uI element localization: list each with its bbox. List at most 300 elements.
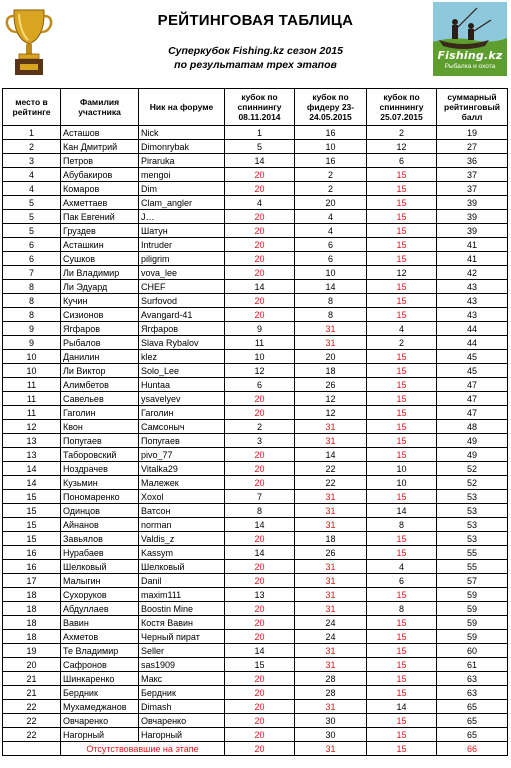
- table-row: [3, 588, 508, 602]
- fishing-kz-logo: [433, 2, 507, 76]
- place-cell: 18: [3, 616, 61, 630]
- nickname-cell: Nick: [139, 126, 225, 140]
- place-cell: 15: [3, 518, 61, 532]
- surname-cell: Данилин: [61, 350, 139, 364]
- spinning-2015-cell: 15: [367, 392, 437, 406]
- nickname-cell: Овчаренко: [139, 714, 225, 728]
- feeder-2015-cell: 31: [295, 700, 367, 714]
- spinning-2015-cell: 15: [367, 168, 437, 182]
- total-cell: 47: [437, 406, 508, 420]
- nickname-cell: pivo_77: [139, 448, 225, 462]
- table-row: [3, 672, 508, 686]
- surname-cell: Нагорный: [61, 728, 139, 742]
- spinning-2015-cell: 15: [367, 490, 437, 504]
- spinning-2015-cell: 15: [367, 364, 437, 378]
- feeder-2015-cell: 30: [295, 728, 367, 742]
- spinning-2015-cell: 15: [367, 588, 437, 602]
- nickname-cell: vova_lee: [139, 266, 225, 280]
- total-cell: 41: [437, 238, 508, 252]
- spinning-2015-cell: 15: [367, 294, 437, 308]
- spinning-2015-cell: 12: [367, 140, 437, 154]
- spinning-2015-cell: 6: [367, 154, 437, 168]
- spinning-2014-cell: 20: [225, 182, 295, 196]
- table-row: [3, 616, 508, 630]
- total-cell: 49: [437, 448, 508, 462]
- total-cell: 57: [437, 574, 508, 588]
- spinning-2014-cell: 2: [225, 420, 295, 434]
- surname-cell: Ли Владимир: [61, 266, 139, 280]
- table-row: [3, 602, 508, 616]
- nickname-cell: Ягфаров: [139, 322, 225, 336]
- surname-cell: Пономаренко: [61, 490, 139, 504]
- place-cell: 13: [3, 448, 61, 462]
- total-cell: 41: [437, 252, 508, 266]
- spinning-2014-cell: 20: [225, 532, 295, 546]
- spinning-2015-cell: 15: [367, 420, 437, 434]
- place-cell: 11: [3, 406, 61, 420]
- place-cell: 15: [3, 532, 61, 546]
- total-cell: 61: [437, 658, 508, 672]
- surname-cell: Сизионов: [61, 308, 139, 322]
- feeder-2015-cell: 31: [295, 560, 367, 574]
- table-row: [3, 490, 508, 504]
- spinning-2014-cell: 20: [225, 686, 295, 700]
- surname-cell: Пак Евгений: [61, 210, 139, 224]
- nickname-cell: Seller: [139, 644, 225, 658]
- feeder-2015-cell: 18: [295, 532, 367, 546]
- nickname-cell: Гаголин: [139, 406, 225, 420]
- feeder-2015-cell: 10: [295, 266, 367, 280]
- place-cell: 5: [3, 210, 61, 224]
- feeder-2015-cell: 28: [295, 686, 367, 700]
- surname-cell: Ахметов: [61, 630, 139, 644]
- total-cell: 53: [437, 504, 508, 518]
- nickname-cell: Макс: [139, 672, 225, 686]
- surname-cell: Сушков: [61, 252, 139, 266]
- total-cell: 37: [437, 168, 508, 182]
- nickname-cell: Xoxol: [139, 490, 225, 504]
- spinning-2015-cell: 15: [367, 742, 437, 756]
- spinning-2014-cell: 13: [225, 588, 295, 602]
- spinning-2014-cell: 11: [225, 336, 295, 350]
- spinning-2014-cell: 20: [225, 602, 295, 616]
- spinning-2014-cell: 10: [225, 350, 295, 364]
- spinning-2014-cell: 20: [225, 308, 295, 322]
- place-cell: 22: [3, 700, 61, 714]
- place-cell: 20: [3, 658, 61, 672]
- table-row: [3, 392, 508, 406]
- surname-cell: Завьялов: [61, 532, 139, 546]
- feeder-2015-cell: 30: [295, 714, 367, 728]
- table-row: [3, 504, 508, 518]
- place-cell: 18: [3, 588, 61, 602]
- feeder-2015-cell: 4: [295, 224, 367, 238]
- feeder-2015-cell: 31: [295, 644, 367, 658]
- surname-cell: Попугаев: [61, 434, 139, 448]
- spinning-2014-cell: 20: [225, 406, 295, 420]
- spinning-2015-cell: 15: [367, 196, 437, 210]
- nickname-cell: Vitalka29: [139, 462, 225, 476]
- table-row: [3, 196, 508, 210]
- feeder-2015-cell: 12: [295, 406, 367, 420]
- place-cell: 10: [3, 350, 61, 364]
- spinning-2014-cell: 20: [225, 630, 295, 644]
- feeder-2015-cell: 2: [295, 182, 367, 196]
- feeder-2015-cell: 24: [295, 630, 367, 644]
- surname-cell: Одинцов: [61, 504, 139, 518]
- feeder-2015-cell: 31: [295, 742, 367, 756]
- spinning-2015-cell: 15: [367, 448, 437, 462]
- feeder-2015-cell: 20: [295, 196, 367, 210]
- table-row: [3, 182, 508, 196]
- spinning-2014-cell: 20: [225, 616, 295, 630]
- spinning-2014-cell: 20: [225, 462, 295, 476]
- surname-cell: Сафронов: [61, 658, 139, 672]
- spinning-2014-cell: 7: [225, 490, 295, 504]
- surname-cell: Алимбетов: [61, 378, 139, 392]
- table-row: [3, 518, 508, 532]
- total-cell: 59: [437, 602, 508, 616]
- spinning-2015-cell: 2: [367, 126, 437, 140]
- spinning-2015-cell: 15: [367, 406, 437, 420]
- place-cell: 4: [3, 182, 61, 196]
- surname-cell: Шелковый: [61, 560, 139, 574]
- nickname-cell: Малежек: [139, 476, 225, 490]
- spinning-2015-cell: 15: [367, 210, 437, 224]
- total-cell: 43: [437, 308, 508, 322]
- place-cell: 18: [3, 630, 61, 644]
- total-cell: 65: [437, 700, 508, 714]
- surname-cell: Петров: [61, 154, 139, 168]
- col-header-surname: Фамилия участника: [61, 89, 139, 126]
- col-header-total: суммарный рейтинговый балл: [437, 89, 508, 126]
- spinning-2014-cell: 1: [225, 126, 295, 140]
- total-cell: 55: [437, 560, 508, 574]
- surname-cell: Ягфаров: [61, 322, 139, 336]
- feeder-2015-cell: 31: [295, 490, 367, 504]
- nickname-cell: Valdis_z: [139, 532, 225, 546]
- feeder-2015-cell: 31: [295, 574, 367, 588]
- surname-cell: Бердник: [61, 686, 139, 700]
- col-header-feeder-2015: кубок по фидеру 23-24.05.2015: [295, 89, 367, 126]
- spinning-2014-cell: 14: [225, 154, 295, 168]
- spinning-2014-cell: 14: [225, 644, 295, 658]
- place-cell: 22: [3, 714, 61, 728]
- nickname-cell: klez: [139, 350, 225, 364]
- table-row: [3, 448, 508, 462]
- feeder-2015-cell: 31: [295, 602, 367, 616]
- spinning-2015-cell: 8: [367, 602, 437, 616]
- spinning-2014-cell: 20: [225, 448, 295, 462]
- surname-cell: Те Владимир: [61, 644, 139, 658]
- table-row: [3, 434, 508, 448]
- nickname-cell: Surfovod: [139, 294, 225, 308]
- spinning-2015-cell: 15: [367, 616, 437, 630]
- nickname-cell: Dimonrybak: [139, 140, 225, 154]
- surname-cell: Шинкаренко: [61, 672, 139, 686]
- surname-cell: Кан Дмитрий: [61, 140, 139, 154]
- table-row: [3, 168, 508, 182]
- place-cell: [3, 742, 61, 756]
- spinning-2014-cell: 20: [225, 672, 295, 686]
- spinning-2014-cell: 20: [225, 238, 295, 252]
- feeder-2015-cell: 31: [295, 658, 367, 672]
- feeder-2015-cell: 8: [295, 308, 367, 322]
- surname-cell: Абубакиров: [61, 168, 139, 182]
- total-cell: 36: [437, 154, 508, 168]
- spinning-2014-cell: 20: [225, 168, 295, 182]
- nickname-cell: Шатун: [139, 224, 225, 238]
- spinning-2014-cell: 20: [225, 714, 295, 728]
- spinning-2015-cell: 10: [367, 476, 437, 490]
- total-cell: 53: [437, 518, 508, 532]
- total-cell: 27: [437, 140, 508, 154]
- feeder-2015-cell: 10: [295, 140, 367, 154]
- table-row: [3, 714, 508, 728]
- total-cell: 59: [437, 616, 508, 630]
- spinning-2014-cell: 20: [225, 224, 295, 238]
- table-row: [3, 126, 508, 140]
- nickname-cell: Самсоныч: [139, 420, 225, 434]
- surname-cell: Ноздрачев: [61, 462, 139, 476]
- place-cell: 4: [3, 168, 61, 182]
- logo-subtext: Рыбалка и охота: [444, 63, 496, 70]
- spinning-2014-cell: 20: [225, 210, 295, 224]
- table-row: [3, 546, 508, 560]
- total-cell: 49: [437, 434, 508, 448]
- feeder-2015-cell: 31: [295, 336, 367, 350]
- surname-cell: Вавин: [61, 616, 139, 630]
- total-cell: 47: [437, 378, 508, 392]
- spinning-2015-cell: 15: [367, 532, 437, 546]
- table-row: [3, 728, 508, 742]
- feeder-2015-cell: 16: [295, 154, 367, 168]
- table-row: [3, 224, 508, 238]
- spinning-2015-cell: 15: [367, 308, 437, 322]
- nickname-cell: Huntaa: [139, 378, 225, 392]
- place-cell: 8: [3, 294, 61, 308]
- place-cell: 11: [3, 378, 61, 392]
- absent-label: Отсутствовавшие на этапе: [61, 742, 225, 756]
- feeder-2015-cell: 2: [295, 168, 367, 182]
- table-row: [3, 378, 508, 392]
- table-row: [3, 560, 508, 574]
- spinning-2014-cell: 6: [225, 378, 295, 392]
- place-cell: 15: [3, 504, 61, 518]
- spinning-2014-cell: 12: [225, 364, 295, 378]
- spinning-2015-cell: 8: [367, 518, 437, 532]
- page-title: РЕЙТИНГОВАЯ ТАБЛИЦА: [157, 12, 354, 29]
- table-row: [3, 308, 508, 322]
- table-row: [3, 154, 508, 168]
- spinning-2014-cell: 14: [225, 280, 295, 294]
- nickname-cell: Danil: [139, 574, 225, 588]
- spinning-2015-cell: 15: [367, 350, 437, 364]
- surname-cell: Сухоруков: [61, 588, 139, 602]
- subtitle-line: Суперкубок Fishing.kz сезон 2015: [168, 45, 343, 57]
- feeder-2015-cell: 26: [295, 546, 367, 560]
- spinning-2015-cell: 2: [367, 336, 437, 350]
- surname-cell: Ли Виктор: [61, 364, 139, 378]
- total-cell: 39: [437, 210, 508, 224]
- spinning-2015-cell: 6: [367, 574, 437, 588]
- spinning-2014-cell: 20: [225, 476, 295, 490]
- table-header-row: [3, 89, 508, 126]
- spinning-2015-cell: 15: [367, 224, 437, 238]
- table-row: [3, 238, 508, 252]
- spinning-2015-cell: 15: [367, 658, 437, 672]
- nickname-cell: maxim111: [139, 588, 225, 602]
- logo-text: Fishing.kz: [437, 49, 503, 62]
- place-cell: 8: [3, 280, 61, 294]
- place-cell: 9: [3, 322, 61, 336]
- table-row: [3, 574, 508, 588]
- feeder-2015-cell: 22: [295, 476, 367, 490]
- total-cell: 44: [437, 336, 508, 350]
- table-row: [3, 630, 508, 644]
- spinning-2015-cell: 15: [367, 252, 437, 266]
- nickname-cell: Шелковый: [139, 560, 225, 574]
- total-cell: 52: [437, 462, 508, 476]
- spinning-2015-cell: 10: [367, 462, 437, 476]
- place-cell: 8: [3, 308, 61, 322]
- total-cell: 43: [437, 294, 508, 308]
- nickname-cell: Попугаев: [139, 434, 225, 448]
- table-row: [3, 266, 508, 280]
- surname-cell: Ли Эдуард: [61, 280, 139, 294]
- col-header-spinning-2014: кубок по спиннингу 08.11.2014: [225, 89, 295, 126]
- spinning-2015-cell: 15: [367, 280, 437, 294]
- total-cell: 65: [437, 714, 508, 728]
- subtitle-line: по результатам трех этапов: [174, 59, 337, 71]
- nickname-cell: Clam_angler: [139, 196, 225, 210]
- spinning-2015-cell: 15: [367, 714, 437, 728]
- spinning-2015-cell: 15: [367, 686, 437, 700]
- place-cell: 14: [3, 476, 61, 490]
- place-cell: 6: [3, 238, 61, 252]
- total-cell: 37: [437, 182, 508, 196]
- nickname-cell: Avangard-41: [139, 308, 225, 322]
- total-cell: 42: [437, 266, 508, 280]
- table-row: [3, 294, 508, 308]
- nickname-cell: sas1909: [139, 658, 225, 672]
- spinning-2014-cell: 20: [225, 742, 295, 756]
- total-cell: 39: [437, 224, 508, 238]
- total-cell: 44: [437, 322, 508, 336]
- header: [0, 0, 511, 88]
- feeder-2015-cell: 31: [295, 434, 367, 448]
- total-cell: 55: [437, 546, 508, 560]
- feeder-2015-cell: 14: [295, 280, 367, 294]
- nickname-cell: Kassym: [139, 546, 225, 560]
- nickname-cell: Boostin Mine: [139, 602, 225, 616]
- spinning-2014-cell: 4: [225, 196, 295, 210]
- table-row: [3, 644, 508, 658]
- table-row: [3, 406, 508, 420]
- table-row: [3, 700, 508, 714]
- nickname-cell: J…: [139, 210, 225, 224]
- nickname-cell: Костя Вавин: [139, 616, 225, 630]
- table-row: [3, 532, 508, 546]
- place-cell: 2: [3, 140, 61, 154]
- surname-cell: Мухамеджанов: [61, 700, 139, 714]
- spinning-2014-cell: 20: [225, 294, 295, 308]
- table-row: [3, 420, 508, 434]
- total-cell: 53: [437, 490, 508, 504]
- feeder-2015-cell: 31: [295, 420, 367, 434]
- nickname-cell: Dimash: [139, 700, 225, 714]
- surname-cell: Абдуллаев: [61, 602, 139, 616]
- spinning-2014-cell: 14: [225, 546, 295, 560]
- place-cell: 19: [3, 644, 61, 658]
- total-cell: 60: [437, 644, 508, 658]
- place-cell: 18: [3, 602, 61, 616]
- total-cell: 63: [437, 672, 508, 686]
- place-cell: 21: [3, 672, 61, 686]
- surname-cell: Комаров: [61, 182, 139, 196]
- table-row: [3, 252, 508, 266]
- spinning-2014-cell: 14: [225, 518, 295, 532]
- spinning-2014-cell: 20: [225, 700, 295, 714]
- spinning-2015-cell: 15: [367, 672, 437, 686]
- feeder-2015-cell: 16: [295, 126, 367, 140]
- table-row: [3, 210, 508, 224]
- nickname-cell: Intruder: [139, 238, 225, 252]
- feeder-2015-cell: 31: [295, 588, 367, 602]
- col-header-place: место в рейтинге: [3, 89, 61, 126]
- spinning-2014-cell: 3: [225, 434, 295, 448]
- feeder-2015-cell: 6: [295, 252, 367, 266]
- place-cell: 3: [3, 154, 61, 168]
- nickname-cell: mengoi: [139, 168, 225, 182]
- place-cell: 16: [3, 546, 61, 560]
- total-cell: 39: [437, 196, 508, 210]
- total-cell: 53: [437, 532, 508, 546]
- nickname-cell: Slava Rybalov: [139, 336, 225, 350]
- place-cell: 6: [3, 252, 61, 266]
- spinning-2014-cell: 15: [225, 658, 295, 672]
- feeder-2015-cell: 22: [295, 462, 367, 476]
- total-cell: 63: [437, 686, 508, 700]
- surname-cell: Овчаренко: [61, 714, 139, 728]
- surname-cell: Груздев: [61, 224, 139, 238]
- surname-cell: Малыгин: [61, 574, 139, 588]
- surname-cell: Кузьмин: [61, 476, 139, 490]
- nickname-cell: norman: [139, 518, 225, 532]
- place-cell: 21: [3, 686, 61, 700]
- table-row: [3, 364, 508, 378]
- col-header-nickname: Ник на форуме: [139, 89, 225, 126]
- nickname-cell: Solo_Lee: [139, 364, 225, 378]
- spinning-2015-cell: 12: [367, 266, 437, 280]
- feeder-2015-cell: 24: [295, 616, 367, 630]
- table-row: [3, 462, 508, 476]
- place-cell: 10: [3, 364, 61, 378]
- nickname-cell: Бердник: [139, 686, 225, 700]
- surname-cell: Гаголин: [61, 406, 139, 420]
- spinning-2015-cell: 15: [367, 644, 437, 658]
- place-cell: 7: [3, 266, 61, 280]
- feeder-2015-cell: 4: [295, 210, 367, 224]
- spinning-2015-cell: 15: [367, 378, 437, 392]
- table-row: [3, 658, 508, 672]
- surname-cell: Квон: [61, 420, 139, 434]
- place-cell: 13: [3, 434, 61, 448]
- place-cell: 16: [3, 560, 61, 574]
- spinning-2015-cell: 15: [367, 546, 437, 560]
- feeder-2015-cell: 20: [295, 350, 367, 364]
- spinning-2015-cell: 4: [367, 560, 437, 574]
